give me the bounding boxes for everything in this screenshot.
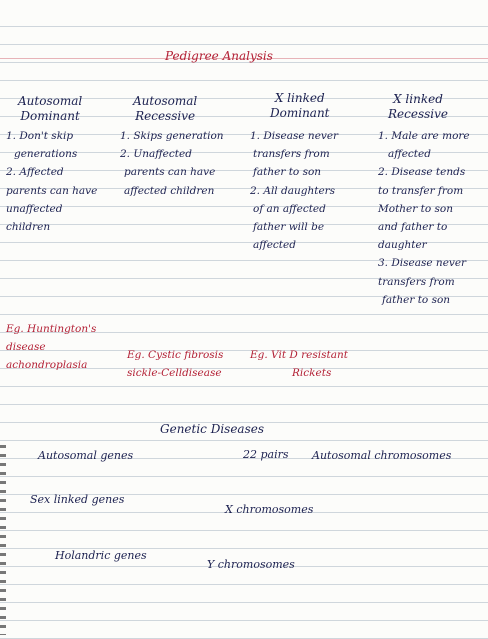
examples-x-linked-dominant: Eg. Vit D resistant Rickets <box>250 349 348 379</box>
sex-linked-genes-location: X chromosomes <box>225 503 314 516</box>
points-autosomal-dominant: 1. Don't skip generations 2. Affected parents can have unaffected children <box>6 130 98 234</box>
points-x-linked-recessive: 1. Male are more affected 2. Disease tends to transfer from Mother to son and father to daughter 3. Disease never transfers from father to son <box>378 130 470 306</box>
header-autosomal-dominant: Autosomal Dominant <box>18 94 83 123</box>
autosomal-genes-count: 22 pairs <box>243 448 289 461</box>
autosomal-genes-location: Autosomal chromosomes <box>312 449 452 462</box>
points-autosomal-recessive: 1. Skips generation 2. Unaffected parents can have affected children <box>120 130 224 197</box>
holandric-genes-location: Y chromosomes <box>207 558 295 571</box>
sex-linked-genes-label: Sex linked genes <box>30 493 125 506</box>
genetic-diseases-heading: Genetic Diseases <box>160 422 265 436</box>
spiral-binding <box>0 445 6 635</box>
holandric-genes-label: Holandric genes <box>55 549 147 562</box>
header-x-linked-recessive: X linked Recessive <box>388 92 448 121</box>
points-x-linked-dominant: 1. Disease never transfers from father to son 2. All daughters of an affected father will be affected <box>250 130 339 252</box>
examples-autosomal-recessive: Eg. Cystic fibrosis sickle-Celldisease <box>127 349 224 379</box>
header-x-linked-dominant: X linked Dominant <box>270 91 330 120</box>
examples-autosomal-dominant: Eg. Huntington's disease achondroplasia <box>6 323 97 371</box>
autosomal-genes-label: Autosomal genes <box>38 449 134 462</box>
page-title: Pedigree Analysis <box>165 49 273 63</box>
header-autosomal-recessive: Autosomal Recessive <box>133 94 198 123</box>
